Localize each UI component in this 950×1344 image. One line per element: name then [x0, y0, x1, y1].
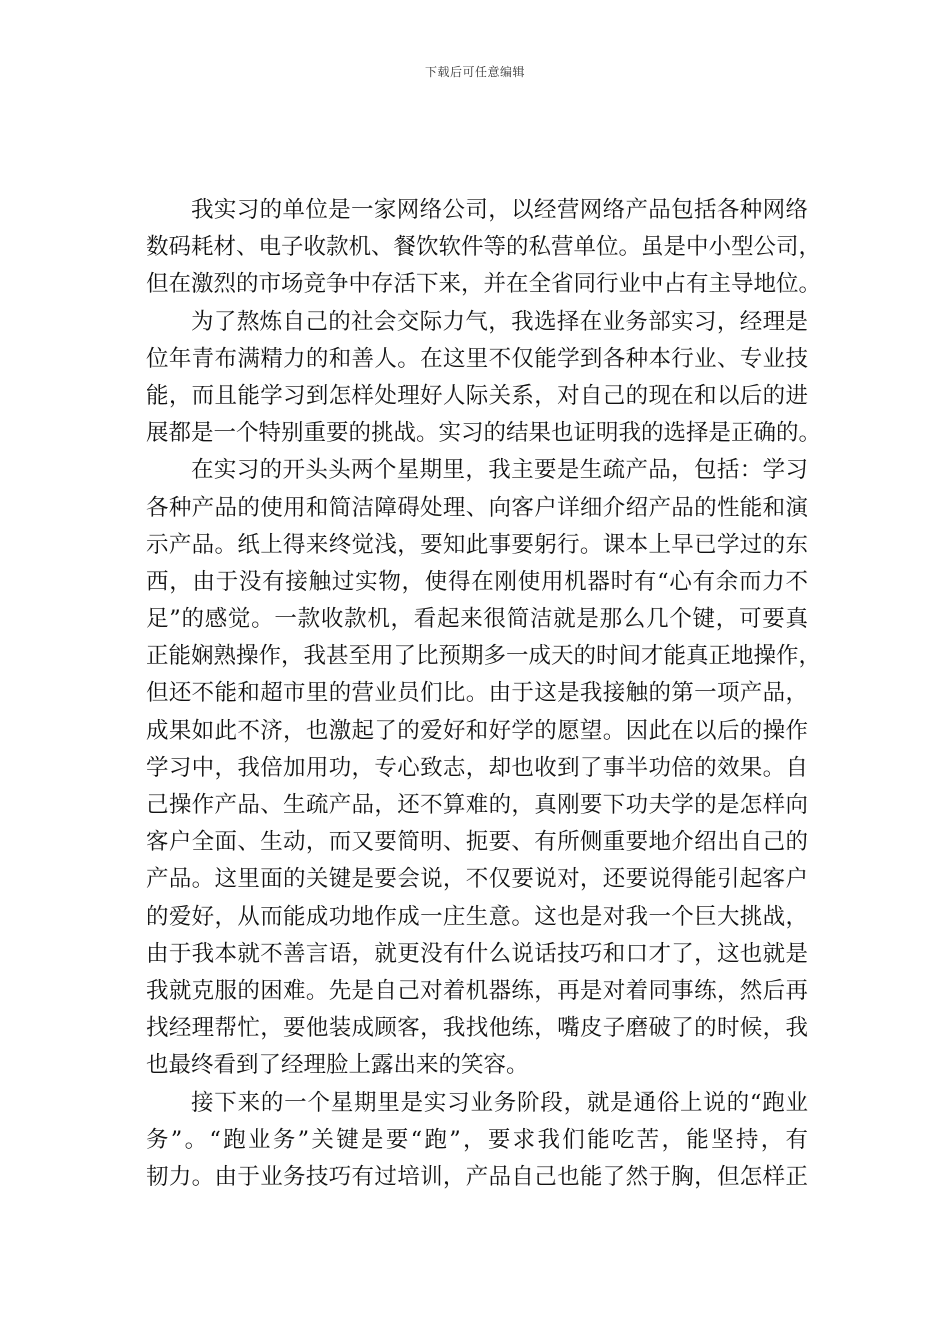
paragraph-line: 能，而且能学习到怎样处理好人际关系，对自己的现在和以后的进: [146, 382, 808, 409]
paragraph-line: 为了熬炼自己的社会交际力气，我选择在业务部实习，经理是: [191, 308, 808, 335]
paragraph-line: 正能娴熟操作，我甚至用了比预期多一成天的时间才能真正地操作，: [146, 643, 822, 670]
paragraph-line: 学习中，我倍加用功，专心致志，却也收到了事半功倍的效果。自: [146, 754, 808, 781]
document-body: [146, 192, 822, 1196]
paragraph-line: 客户全面、生动，而又要简明、扼要、有所侧重要地介绍出自己的: [146, 829, 808, 856]
paragraph-line: 但还不能和超市里的营业员们比。由于这是我接触的第一项产品，: [146, 680, 808, 707]
paragraph-line: 西，由于没有接触过实物，使得在刚使用机器时有“心有余而力不: [146, 568, 808, 595]
paragraph-line: 务”。“跑业务”关键是要“跑”，要求我们能吃苦，能坚持，有: [146, 1126, 808, 1153]
paragraph-line: 示产品。纸上得来终觉浅，要知此事要躬行。课本上早已学过的东: [146, 531, 808, 558]
paragraph-line: 韧力。由于业务技巧有过培训，产品自己也能了然于胸，但怎样正: [146, 1163, 808, 1190]
paragraph-line: 我实习的单位是一家网络公司，以经营网络产品包括各种网络: [191, 197, 808, 223]
paragraph-line: 各种产品的使用和简洁障碍处理、向客户详细介绍产品的性能和演: [146, 494, 808, 521]
paragraph-line: 由于我本就不善言语，就更没有什么说话技巧和口才了，这也就是: [146, 940, 808, 967]
paragraph-line: 但在激烈的市场竞争中存活下来，并在全省同行业中占有主导地位。: [146, 271, 822, 298]
page-header: 下载后可任意编辑: [424, 65, 525, 79]
paragraph-line: 数码耗材、电子收款机、餐饮软件等的私营单位。虽是中小型公司，: [146, 234, 822, 261]
paragraph-line: 足”的感觉。一款收款机，看起来很简洁就是那么几个键，可要真: [146, 606, 808, 633]
paragraph-line: 成果如此不济，也激起了的爱好和好学的愿望。因此在以后的操作: [146, 717, 808, 744]
paragraph-line: 的爱好，从而能成功地作成一庄生意。这也是对我一个巨大挑战，: [146, 903, 808, 930]
paragraph-line: 己操作产品、生疏产品，还不算难的，真刚要下功夫学的是怎样向: [146, 792, 808, 818]
paragraph-line: 找经理帮忙，要他装成顾客，我找他练，嘴皮子磨破了的时候，我: [146, 1015, 808, 1042]
paragraph-line: 也最终看到了经理脸上露出来的笑容。: [146, 1052, 529, 1079]
paragraph-line: 位年青布满精力的和善人。在这里不仅能学到各种本行业、专业技: [146, 345, 808, 372]
paragraph-line: 我就克服的困难。先是自己对着机器练，再是对着同事练，然后再: [146, 977, 808, 1004]
paragraph-line: 产品。这里面的关键是要会说，不仅要说对，还要说得能引起客户: [146, 866, 808, 893]
paragraph-line: 在实习的开头头两个星期里，我主要是生疏产品，包括：学习: [191, 457, 808, 484]
paragraph-line: 接下来的一个星期里是实习业务阶段，就是通俗上说的“跑业: [191, 1089, 808, 1116]
paragraph-line: 展都是一个特别重要的挑战。实习的结果也证明我的选择是正确的。: [146, 420, 822, 447]
